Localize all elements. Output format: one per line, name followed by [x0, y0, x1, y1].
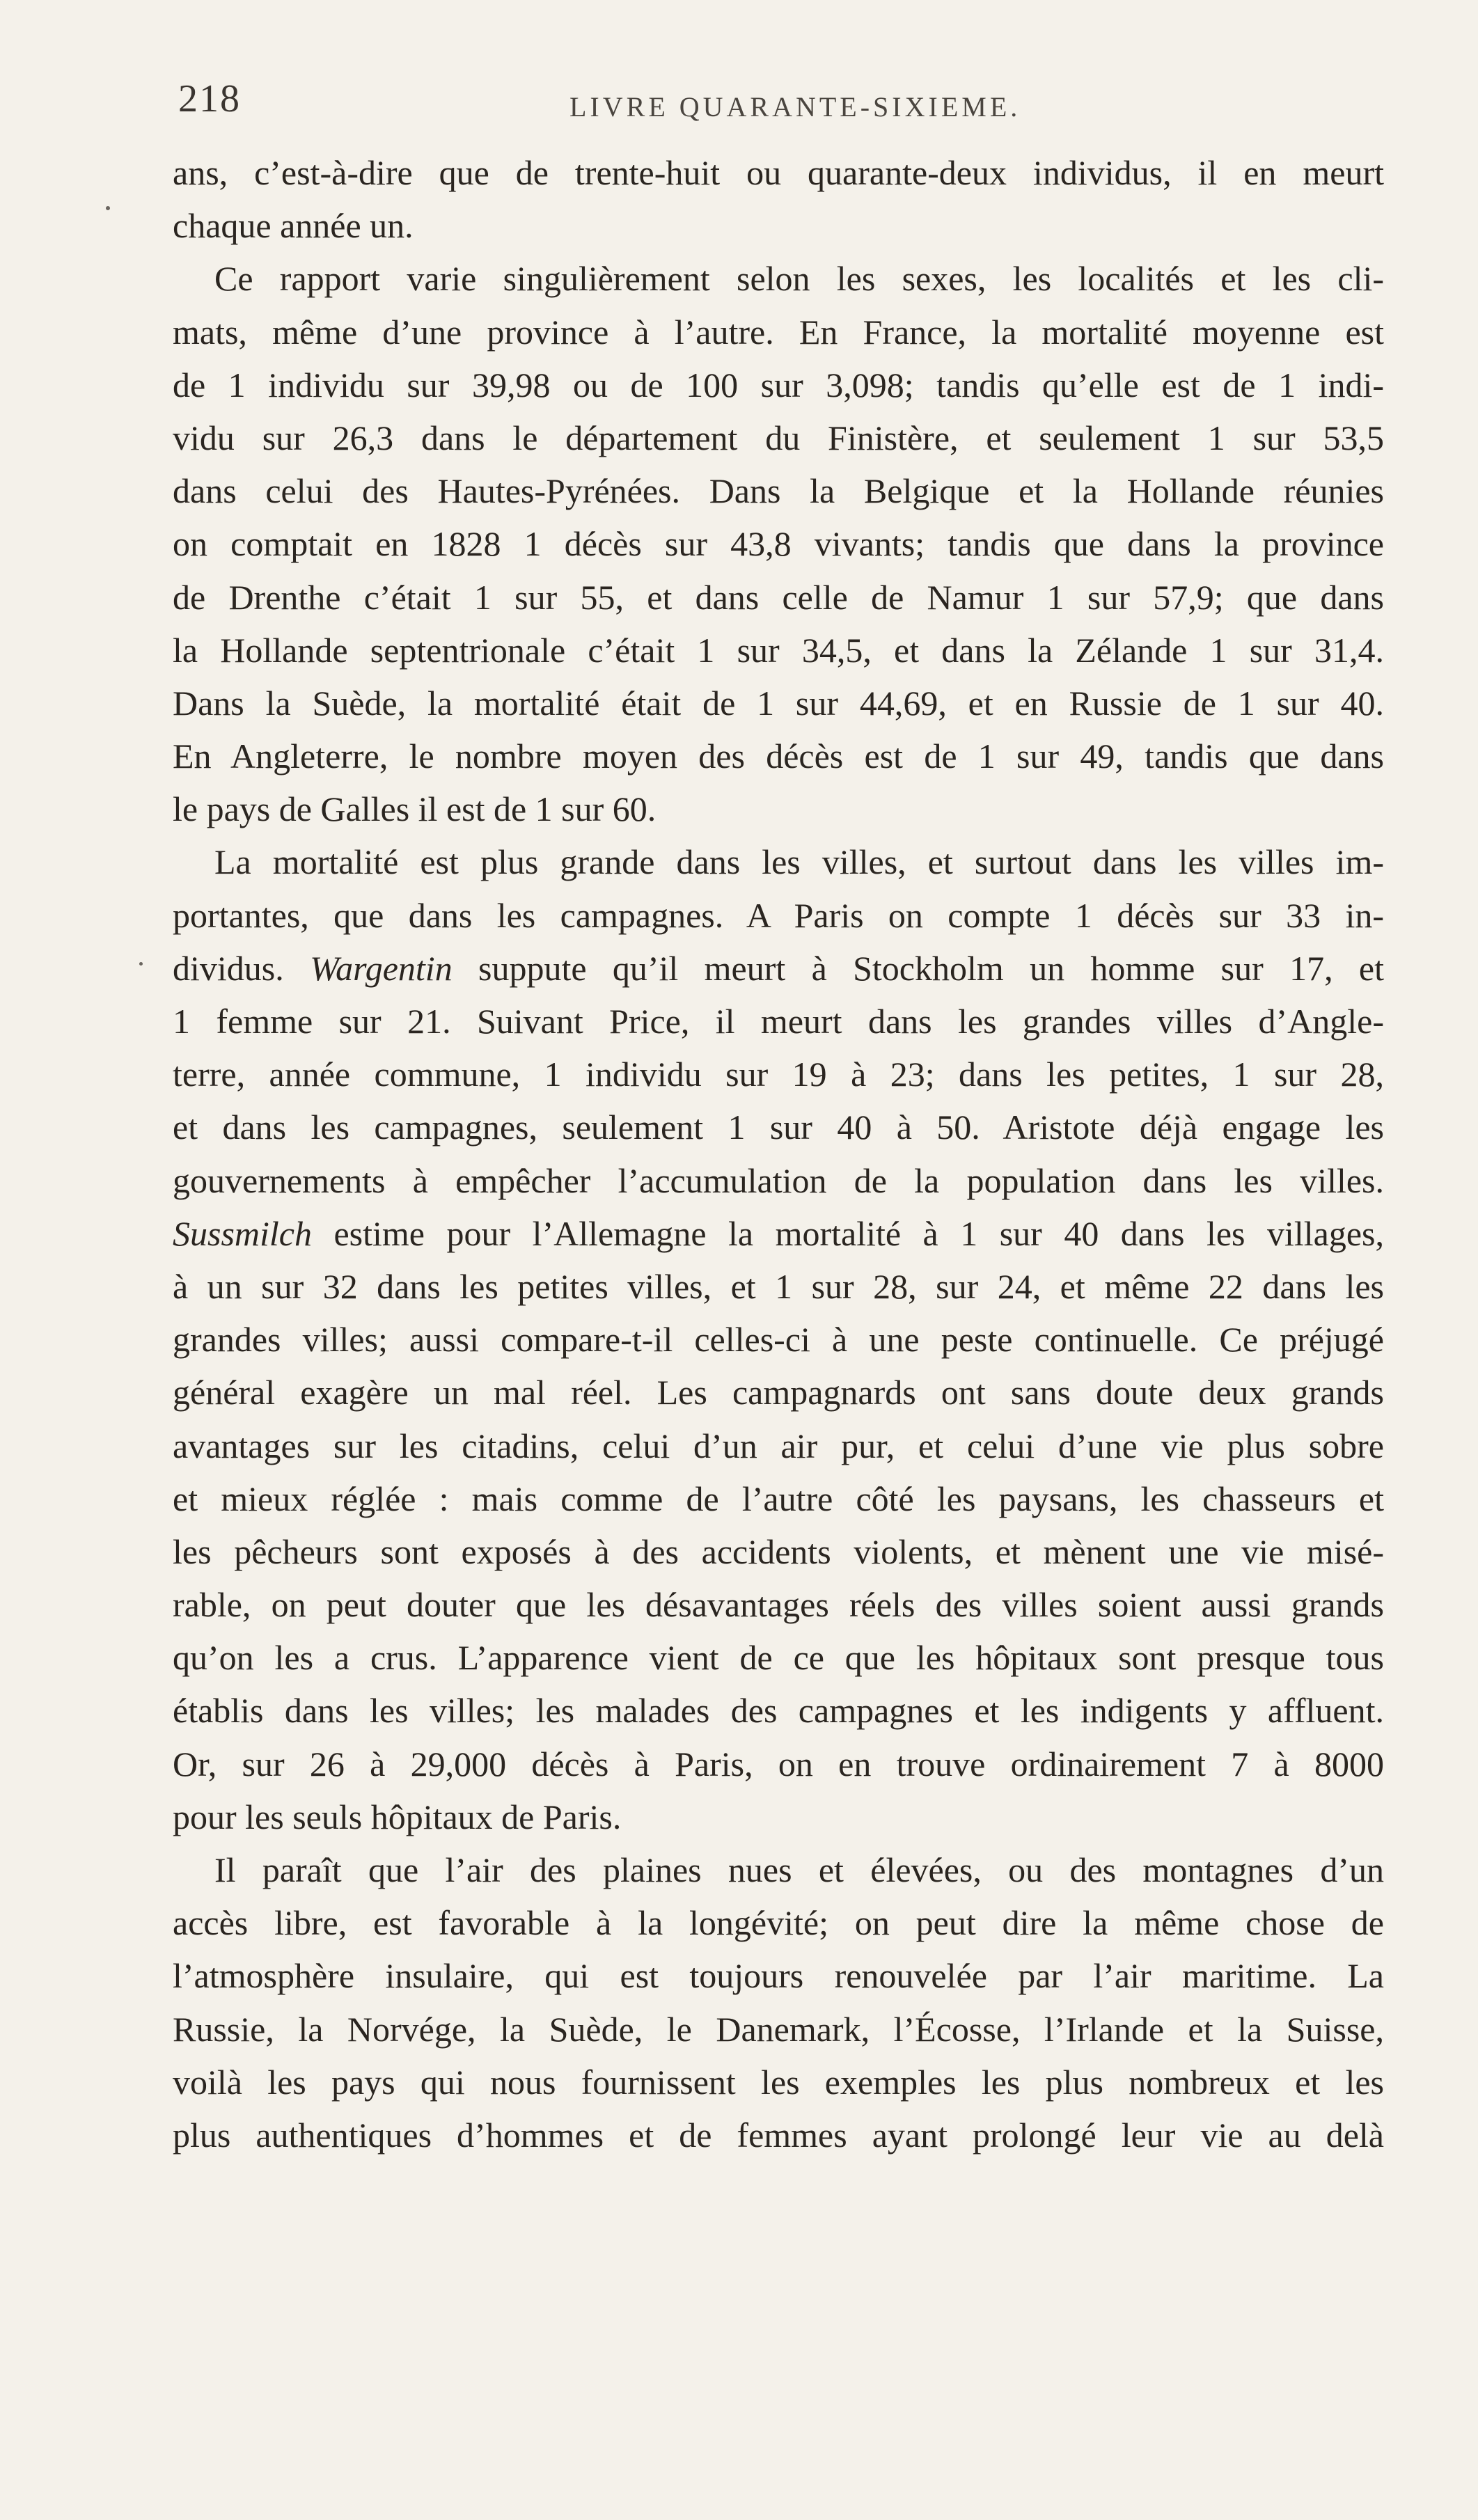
text-line: gouvernements à empêcher l’accumulation de la population dans les villes. [173, 1160, 1384, 1200]
text-span: estime pour l’Allemagne la mortalité à 1 sur 40 dans les villages, [312, 1213, 1384, 1253]
text-line: établis dans les villes; les malades des campagnes et les indigents y affluent. [173, 1691, 1384, 1731]
text-line: de Drenthe c’était 1 sur 55, et dans celle de Namur 1 sur 57,9; que dans [173, 577, 1384, 617]
paragraph-start-line: La mortalité est plus grande dans les villes, et surtout dans les villes im- [214, 842, 1384, 882]
text-line: portantes, que dans les campagnes. A Paris on compte 1 décès sur 33 in- [173, 895, 1384, 935]
text-line: accès libre, est favorable à la longévité; on peut dire la même chose de [173, 1903, 1384, 1943]
paragraph-start-line: Ce rapport varie singulièrement selon les sexes, les localités et les cli- [214, 259, 1384, 299]
page-number: 218 [178, 77, 241, 120]
italic-author-name: Wargentin [310, 948, 453, 988]
italic-author-name: Sussmilch [173, 1213, 312, 1253]
paragraph-start-line: Il paraît que l’air des plaines nues et élevées, ou des montagnes d’un [214, 1850, 1384, 1889]
text-line: et dans les campagnes, seulement 1 sur 40 à 50. Aristote déjà engage les [173, 1108, 1384, 1147]
text-line: avantages sur les citadins, celui d’un air pur, et celui d’une vie plus sobre [173, 1426, 1384, 1465]
text-line: le pays de Galles il est de 1 sur 60. [173, 789, 657, 829]
text-span: suppute qu’il meurt à Stockholm un homme sur 17, et [452, 948, 1384, 988]
margin-speck [106, 206, 110, 210]
page-header [173, 70, 1384, 146]
text-line: dans celui des Hautes-Pyrénées. Dans la Belgique et la Hollande réunies [173, 471, 1384, 511]
text-line: chaque année un. [173, 206, 414, 246]
text-line-with-italic-name [173, 942, 1384, 995]
text-line: et mieux réglée : mais comme de l’autre côté les paysans, les chasseurs et [173, 1479, 1384, 1518]
text-line: mats, même d’une province à l’autre. En France, la mortalité moyenne est [173, 312, 1384, 352]
text-line: l’atmosphère insulaire, qui est toujours renouvelée par l’air maritime. La [173, 1956, 1384, 1996]
text-line: on comptait en 1828 1 décès sur 43,8 vivants; tandis que dans la province [173, 524, 1384, 564]
text-line: En Angleterre, le nombre moyen des décès est de 1 sur 49, tandis que dans [173, 737, 1384, 776]
running-head: LIVRE QUARANTE-SIXIEME. [569, 91, 1021, 123]
text-line: général exagère un mal réel. Les campagnards ont sans doute deux grands [173, 1373, 1384, 1412]
text-line: plus authentiques d’hommes et de femmes ayant prolongé leur vie au delà [173, 2115, 1384, 2155]
text-line: ans, c’est-à-dire que de trente-huit ou quarante-deux individus, il en meurt [173, 153, 1384, 192]
text-line: qu’on les a crus. L’apparence vient de ce que les hôpitaux sont presque tous [173, 1638, 1384, 1678]
text-line: la Hollande septentrionale c’était 1 sur 34,5, et dans la Zélande 1 sur 31,4. [173, 630, 1384, 670]
text-line: voilà les pays qui nous fournissent les exemples les plus nombreux et les [173, 2062, 1384, 2102]
body-text [173, 146, 1384, 2161]
text-line: les pêcheurs sont exposés à des accidents violents, et mènent une vie misé- [173, 1531, 1384, 1571]
book-page [173, 70, 1384, 2155]
text-line: terre, année commune, 1 individu sur 19 à 23; dans les petites, 1 sur 28, [173, 1055, 1384, 1094]
text-line: Russie, la Norvége, la Suède, le Danemark, l’Écosse, l’Irlande et la Suisse, [173, 2009, 1384, 2049]
text-line: 1 femme sur 21. Suivant Price, il meurt dans les grandes villes d’Angle- [173, 1002, 1384, 1041]
text-line: à un sur 32 dans les petites villes, et 1 sur 28, sur 24, et même 22 dans les [173, 1266, 1384, 1306]
text-line: de 1 individu sur 39,98 ou de 100 sur 3,098; tandis qu’elle est de 1 indi- [173, 365, 1384, 404]
text-line: grandes villes; aussi compare-t-il celles-ci à une peste continuelle. Ce préjugé [173, 1320, 1384, 1360]
text-span: dividus. [173, 948, 310, 988]
text-line: Dans la Suède, la mortalité était de 1 sur 44,69, et en Russie de 1 sur 40. [173, 683, 1384, 723]
text-line: vidu sur 26,3 dans le département du Finistère, et seulement 1 sur 53,5 [173, 418, 1384, 457]
text-line: Or, sur 26 à 29,000 décès à Paris, on en trouve ordinairement 7 à 8000 [173, 1744, 1384, 1783]
text-line-with-italic-name [173, 1207, 1384, 1260]
text-line: pour les seuls hôpitaux de Paris. [173, 1797, 622, 1836]
margin-speck [139, 962, 143, 966]
text-line: rable, on peut douter que les désavantages réels des villes soient aussi grands [173, 1585, 1384, 1625]
